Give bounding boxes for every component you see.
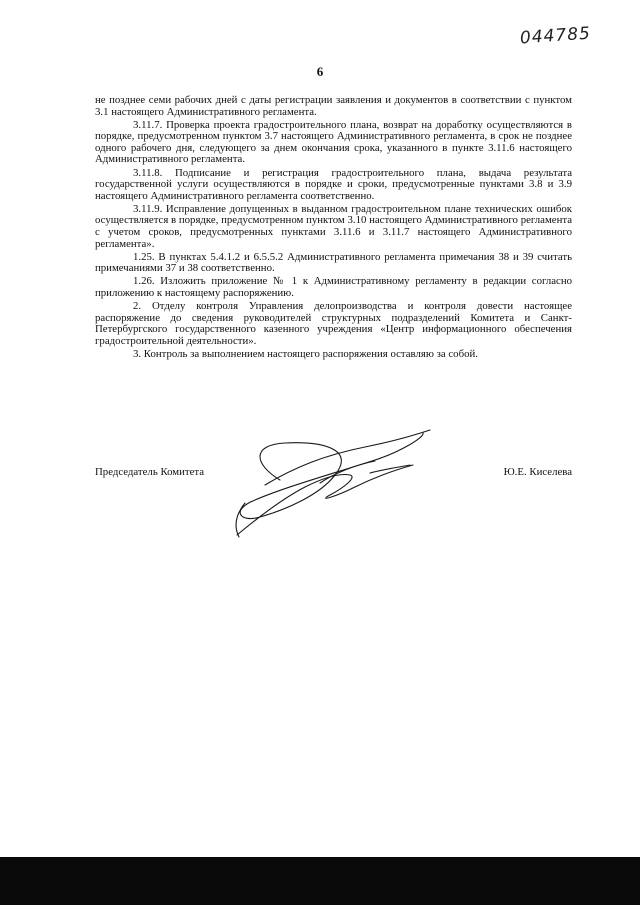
- paragraph-3-11-7: 3.11.7. Проверка проекта градостроительного плана, возврат на доработку осуществляются в порядке, предусмотренном пунктом 3.7 настоящего Административного регламента, в срок не позднее одного рабочего дня, следующего за днем окончания срока, указанного в пункте 3.11.6 настоящего Административного регламента.: [95, 118, 572, 166]
- page-number: 6: [316, 64, 324, 79]
- signer-name: Ю.Е. Киселева: [503, 466, 572, 478]
- handwritten-stamp-number: 044785: [519, 23, 592, 49]
- paragraph-3-11-8: 3.11.8. Подписание и регистрация градостроительного плана, выдача результата государственной услуги осуществляются в порядке и сроки, предусмотренные пунктами 3.8 и 3.9 настоящего Административного регламента соответственно.: [95, 166, 572, 202]
- paragraph-3: 3. Контроль за выполнением настоящего распоряжения оставляю за собой.: [133, 347, 478, 360]
- paragraph-3-11-9: 3.11.9. Исправление допущенных в выданном градостроительном плане технических ошибок осуществляется в порядке, предусмотренном пунктом 3.10 настоящего Административного регламента с учетом сроков, предусмотренных пунктами 3.11.6 и 3.11.7 настоящего Административного регламента».: [95, 202, 572, 250]
- scan-bottom-edge: [0, 857, 640, 905]
- paragraph-continuation: не позднее семи рабочих дней с даты регистрации заявления и документов в соответствии с пунктом 3.1 настоящего Административного регламента.: [95, 94, 572, 118]
- document-body: [95, 95, 572, 362]
- paragraph-1-25: 1.25. В пунктах 5.4.1.2 и 6.5.5.2 Административного регламента примечания 38 и 39 считать примечаниями 37 и 38 соответственно.: [95, 250, 572, 275]
- paragraph-2: 2. Отделу контроля Управления делопроизводства и контроля довести настоящее распоряжение до сведения руководителей структурных подразделений Комитета и Санкт-Петербургского государственного казенного учреждения «Центр информационного обеспечения градостроительной деятельности».: [95, 300, 572, 347]
- handwritten-signature: [225, 425, 435, 545]
- paragraph-1-26: 1.26. Изложить приложение № 1 к Административному регламенту в редакции согласно приложению к настоящему распоряжению.: [95, 275, 572, 299]
- signer-position: Председатель Комитета: [95, 466, 205, 478]
